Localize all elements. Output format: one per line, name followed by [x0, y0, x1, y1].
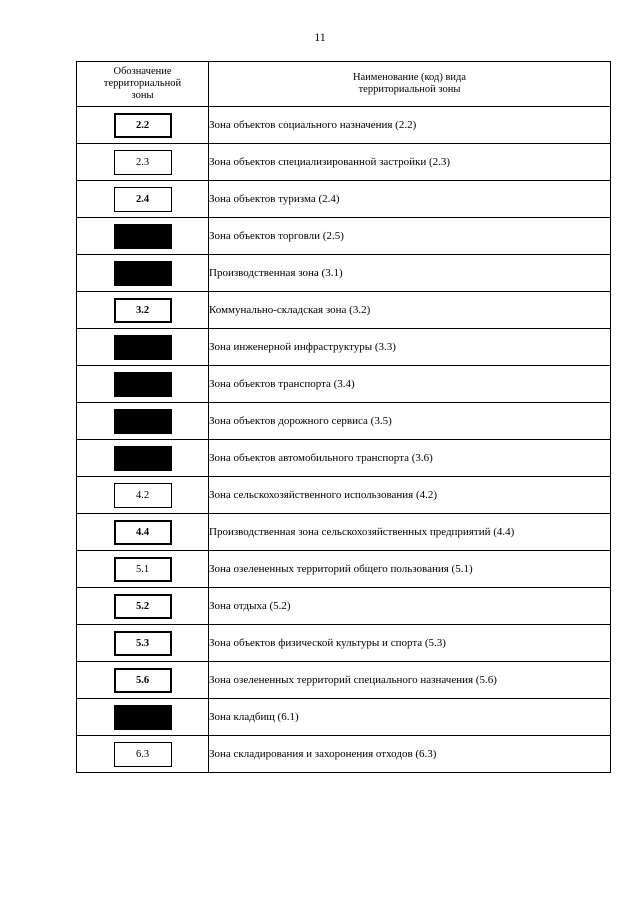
zone-name: Зона объектов физической культуры и спорта (5.3) — [209, 625, 611, 662]
legend-cell — [77, 514, 209, 551]
table-row — [77, 551, 611, 588]
zone-swatch: 5.1 — [114, 557, 172, 582]
table-row — [77, 181, 611, 218]
table-row — [77, 699, 611, 736]
table-row — [77, 255, 611, 292]
zone-swatch: 4.2 — [114, 483, 172, 508]
zone-swatch — [114, 224, 172, 249]
legend-cell — [77, 440, 209, 477]
zone-swatch: 5.6 — [114, 668, 172, 693]
header-legend-line: Обозначение — [113, 66, 172, 77]
legend-cell — [77, 477, 209, 514]
table-row — [77, 144, 611, 181]
zone-swatch: 2.4 — [114, 187, 172, 212]
zone-swatch: 6.3 — [114, 742, 172, 767]
zone-name: Зона озелененных территорий специального назначения (5.6) — [209, 662, 611, 699]
zone-swatch — [114, 335, 172, 360]
zone-name: Зона складирования и захоронения отходов (6.3) — [209, 736, 611, 773]
legend-cell — [77, 736, 209, 773]
zone-name: Зона объектов социального назначения (2.2) — [209, 107, 611, 144]
legend-cell — [77, 218, 209, 255]
zone-swatch: 3.2 — [114, 298, 172, 323]
zone-name: Зона объектов торговли (2.5) — [209, 218, 611, 255]
zone-name: Зона отдыха (5.2) — [209, 588, 611, 625]
zone-name: Зона объектов автомобильного транспорта (3.6) — [209, 440, 611, 477]
zone-swatch — [114, 261, 172, 286]
zone-name: Коммунально-складская зона (3.2) — [209, 292, 611, 329]
legend-cell — [77, 292, 209, 329]
legend-cell — [77, 144, 209, 181]
legend-cell — [77, 662, 209, 699]
header-zone-name — [209, 62, 611, 107]
page-number: 11 — [314, 30, 326, 44]
table-row — [77, 477, 611, 514]
zone-swatch: 5.2 — [114, 594, 172, 619]
legend-cell — [77, 181, 209, 218]
table-row — [77, 736, 611, 773]
zone-name: Зона объектов туризма (2.4) — [209, 181, 611, 218]
table-row — [77, 218, 611, 255]
legend-cell — [77, 403, 209, 440]
table-row — [77, 403, 611, 440]
table-row — [77, 329, 611, 366]
header-legend — [77, 62, 209, 107]
zone-name: Зона инженерной инфраструктуры (3.3) — [209, 329, 611, 366]
zone-swatch: 2.3 — [114, 150, 172, 175]
legend-cell — [77, 255, 209, 292]
zone-name: Производственная зона (3.1) — [209, 255, 611, 292]
table-row — [77, 588, 611, 625]
zone-name: Производственная зона сельскохозяйственных предприятий (4.4) — [209, 514, 611, 551]
table-row — [77, 440, 611, 477]
zone-name: Зона кладбищ (6.1) — [209, 699, 611, 736]
legend-cell — [77, 107, 209, 144]
header-legend-line: территориальной — [103, 78, 182, 89]
table-row — [77, 366, 611, 403]
zone-swatch — [114, 372, 172, 397]
zone-swatch — [114, 446, 172, 471]
zone-swatch: 2.2 — [114, 113, 172, 138]
legend-cell — [77, 699, 209, 736]
legend-cell — [77, 366, 209, 403]
zone-swatch: 4.4 — [114, 520, 172, 545]
table-row — [77, 107, 611, 144]
table-row — [77, 292, 611, 329]
table-row — [77, 514, 611, 551]
zone-name: Зона объектов транспорта (3.4) — [209, 366, 611, 403]
zone-swatch — [114, 409, 172, 434]
zone-name: Зона объектов специализированной застройки (2.3) — [209, 144, 611, 181]
zone-swatch: 5.3 — [114, 631, 172, 656]
table-row — [77, 662, 611, 699]
zone-name: Зона объектов дорожного сервиса (3.5) — [209, 403, 611, 440]
zone-swatch — [114, 705, 172, 730]
legend-cell — [77, 588, 209, 625]
header-name-line: Наименование (код) вида — [352, 72, 467, 83]
zone-name: Зона озелененных территорий общего пользования (5.1) — [209, 551, 611, 588]
zone-name: Зона сельскохозяйственного использования (4.2) — [209, 477, 611, 514]
zones-table — [76, 61, 611, 773]
legend-cell — [77, 329, 209, 366]
header-name-line: территориальной зоны — [358, 84, 461, 95]
legend-cell — [77, 551, 209, 588]
table-header-row — [77, 62, 611, 107]
legend-cell — [77, 625, 209, 662]
header-legend-line: зоны — [131, 90, 154, 101]
table-row — [77, 625, 611, 662]
